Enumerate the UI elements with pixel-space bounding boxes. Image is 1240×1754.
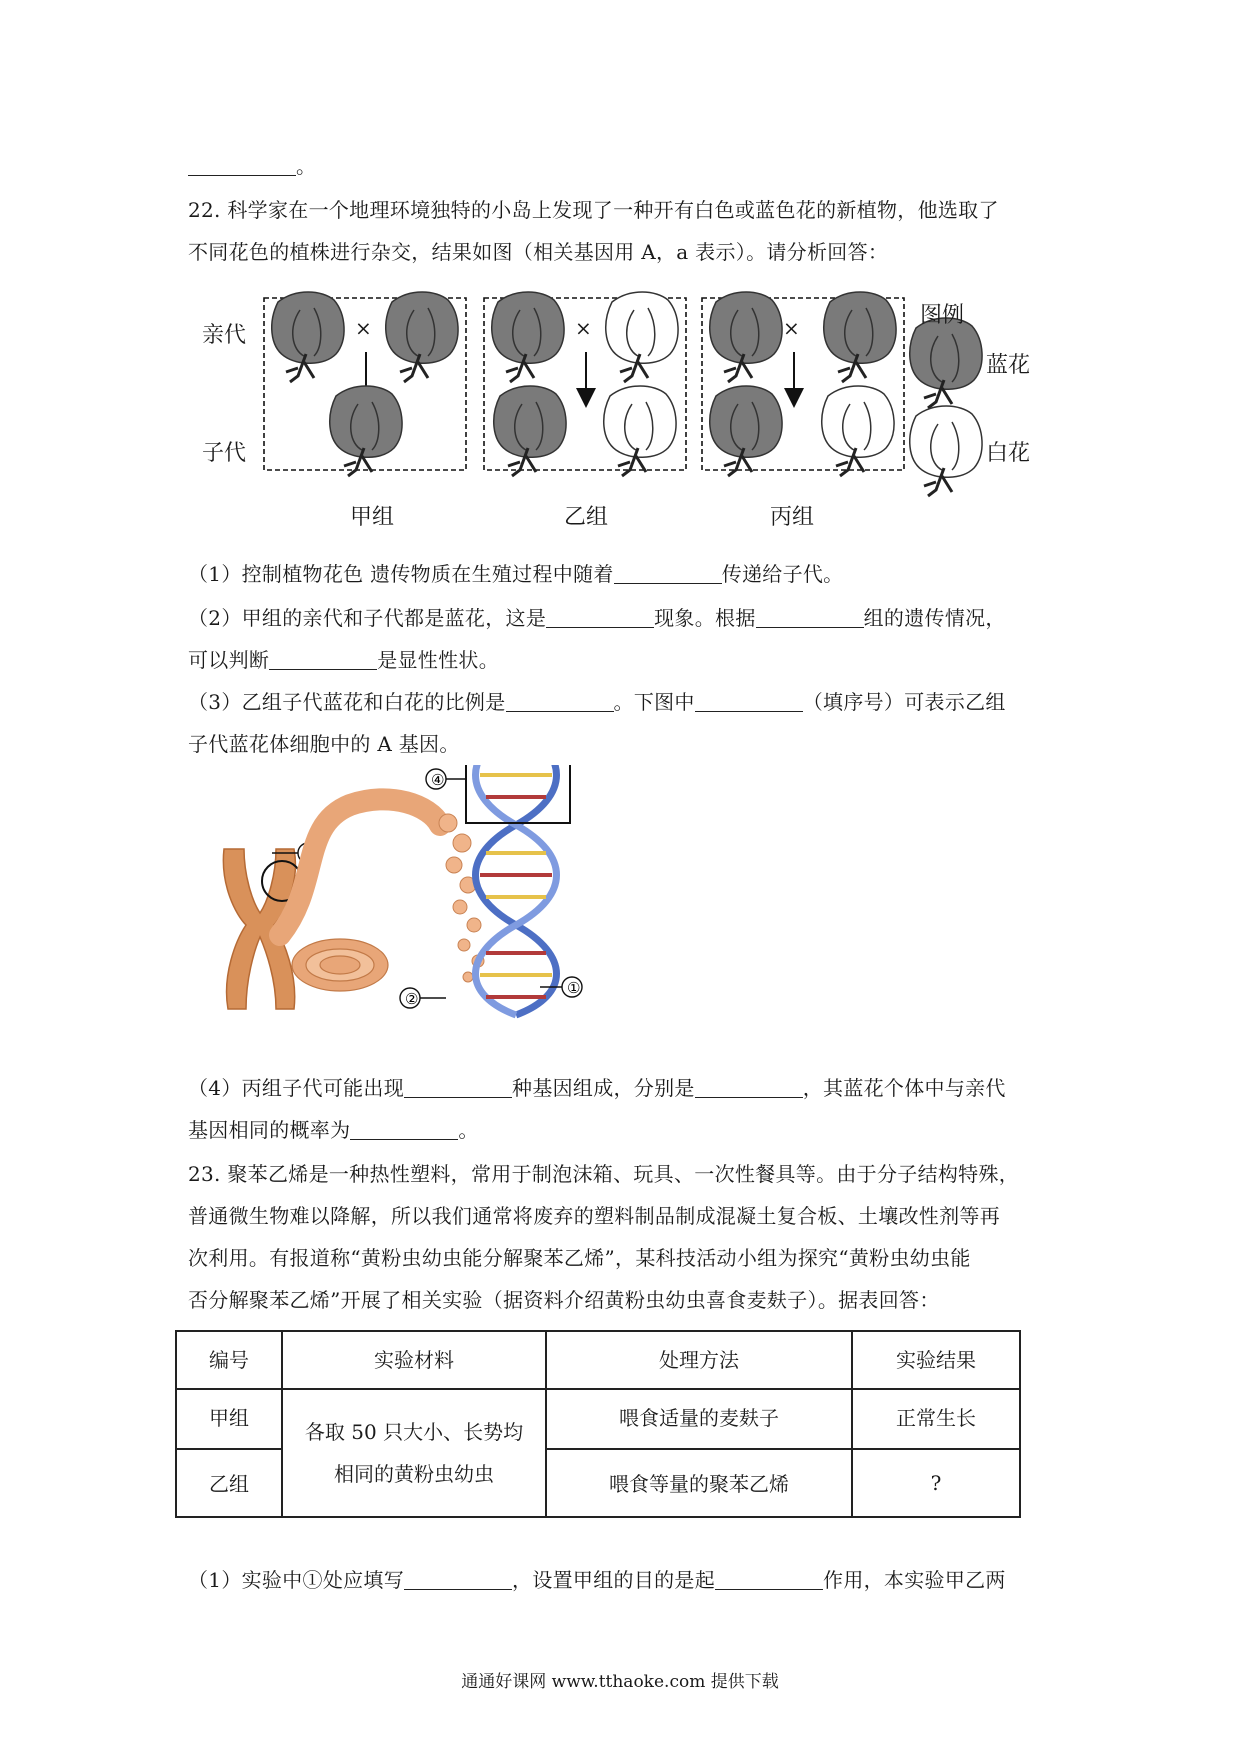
answer-blank [269, 649, 377, 670]
legend-blue-flower-icon [910, 318, 982, 408]
q22-sub4-line-1 [188, 1072, 1006, 1101]
q22-sub1 [188, 558, 844, 587]
q22-sub2-text: 组的遗传情况， [863, 606, 1006, 630]
q22-intro-line-2: 不同花色的植株进行杂交，结果如图（相关基因用 A，a 表示）。请分析回答： [188, 240, 889, 264]
experiment-table [175, 1330, 1021, 1518]
answer-blank [404, 1569, 512, 1590]
group-label-bing: 丙组 [770, 505, 815, 530]
q22-sub4-text: 。 [458, 1118, 479, 1142]
q22-intro-line-1: 22. 科学家在一个地理环境独特的小岛上发现了一种开有白色或蓝色花的新植物，他选取了 [188, 198, 999, 222]
q22-sub4-text: 基因相同的概率为 [188, 1118, 351, 1142]
white-flower-icon [604, 386, 676, 476]
label-2: ② [405, 990, 419, 1008]
q22-sub1-text: （1）控制植物花色 遗传物质在生殖过程中随着 [188, 562, 614, 586]
blue-flower-icon [710, 292, 782, 382]
row-label-child: 子代 [202, 441, 247, 466]
header-material: 实验材料 [282, 1331, 546, 1389]
material-text-1: 各取 50 只大小、长势均 [304, 1419, 524, 1444]
answer-blank [756, 607, 864, 628]
header-id: 编号 [176, 1331, 282, 1389]
table-header-row [176, 1331, 1020, 1389]
blue-flower-icon [494, 386, 566, 476]
q22-sub2-text: 可以判断 [188, 648, 270, 672]
q23-sub1-text: ，设置甲组的目的是起 [512, 1568, 716, 1592]
blue-flower-icon [330, 386, 402, 476]
period: 。 [296, 154, 317, 178]
legend-white-flower-icon [910, 406, 982, 496]
cross-symbol: × [575, 316, 592, 340]
row-id: 乙组 [176, 1449, 282, 1517]
legend-white-label: 白花 [986, 441, 1031, 466]
cross-diagram [190, 286, 1070, 546]
q22-sub4-text: ，其蓝花个体中与亲代 [802, 1076, 1006, 1100]
q22-sub4-text: （4）丙组子代可能出现 [188, 1076, 405, 1100]
chromosome-dna-diagram [210, 765, 680, 1030]
q23-para-line-1: 23. 聚苯乙烯是一种热性塑料，常用于制泡沫箱、玩具、一次性餐具等。由于分子结构特殊， [188, 1162, 1020, 1186]
blue-flower-icon [386, 292, 458, 382]
q23-sub1-text: 作用，本实验甲乙两 [823, 1568, 1006, 1592]
blue-flower-icon [710, 386, 782, 476]
group-label-yi: 乙组 [564, 505, 609, 530]
chromatin-coil [280, 799, 440, 991]
answer-blank [546, 607, 654, 628]
dna-double-helix [476, 765, 557, 1015]
answer-blank [695, 1077, 803, 1098]
q23-sub1-text: （1）实验中①处应填写 [188, 1568, 405, 1592]
answer-blank [188, 155, 296, 176]
header-treatment: 处理方法 [546, 1331, 852, 1389]
q22-sub3-line-2: 子代蓝花体细胞中的 A 基因。 [188, 732, 460, 756]
row-treatment: 喂食等量的聚苯乙烯 [546, 1449, 852, 1517]
q22-sub4-text: 种基因组成，分别是 [512, 1076, 695, 1100]
row-label-parent: 亲代 [202, 323, 247, 348]
answer-blank [404, 1077, 512, 1098]
row-result: ? [852, 1449, 1020, 1517]
label-3: ③ [303, 845, 317, 863]
legend-blue-label: 蓝花 [986, 353, 1031, 378]
q22-sub2-line-1 [188, 602, 1006, 631]
answer-blank [614, 563, 722, 584]
blue-flower-icon [824, 292, 896, 382]
q23-para-line-4: 否分解聚苯乙烯”开展了相关实验（据资料介绍黄粉虫幼虫喜食麦麸子）。据表回答： [188, 1288, 940, 1312]
blue-flower-icon [492, 292, 564, 382]
q22-sub2-text: 现象。根据 [654, 606, 756, 630]
label-1: ① [567, 979, 581, 997]
row-treatment: 喂食适量的麦麸子 [546, 1389, 852, 1449]
chromosome-dna-graphic [210, 765, 680, 1030]
q22-sub2-text: （2）甲组的亲代和子代都是蓝花，这是 [188, 606, 547, 630]
answer-blank [695, 691, 803, 712]
q22-sub3-text: 。下图中 [613, 690, 695, 714]
q22-sub4-line-2 [188, 1114, 479, 1143]
white-flower-icon [606, 292, 678, 382]
group-label-jia: 甲组 [350, 505, 395, 530]
row-id: 甲组 [176, 1389, 282, 1449]
material-cell [282, 1389, 546, 1517]
blue-flower-icon [272, 292, 344, 382]
table-row [176, 1389, 1020, 1449]
q22-sub2-line-2 [188, 644, 499, 673]
footer-source: 通通好课网 www.tthaoke.com 提供下载 [461, 1672, 779, 1692]
answer-blank [350, 1119, 458, 1140]
label-4: ④ [431, 771, 445, 789]
white-flower-icon [822, 386, 894, 476]
answer-blank [715, 1569, 823, 1590]
material-text-2: 相同的黄粉虫幼虫 [334, 1461, 494, 1486]
cross-symbol: × [783, 316, 800, 340]
legend-title: 图例 [920, 303, 965, 328]
q23-para-line-2: 普通微生物难以降解，所以我们通常将废弃的塑料制品制成混凝土复合板、土壤改性剂等再 [188, 1204, 1000, 1228]
q22-sub2-text: 是显性性状。 [377, 648, 500, 672]
q22-sub1-text-end: 传递给子代。 [721, 562, 844, 586]
previous-answer-line [188, 150, 316, 179]
q22-sub3-line-1 [188, 686, 1006, 715]
q22-sub3-text: （3）乙组子代蓝花和白花的比例是 [188, 690, 506, 714]
q23-para-line-3: 次利用。有报道称“黄粉虫幼虫能分解聚苯乙烯”，某科技活动小组为探究“黄粉虫幼虫能 [188, 1246, 971, 1270]
q22-sub3-text: （填序号）可表示乙组 [802, 690, 1006, 714]
header-result: 实验结果 [852, 1331, 1020, 1389]
answer-blank [506, 691, 614, 712]
q23-sub1 [188, 1564, 1006, 1593]
cross-symbol: × [355, 316, 372, 340]
row-result: 正常生长 [852, 1389, 1020, 1449]
